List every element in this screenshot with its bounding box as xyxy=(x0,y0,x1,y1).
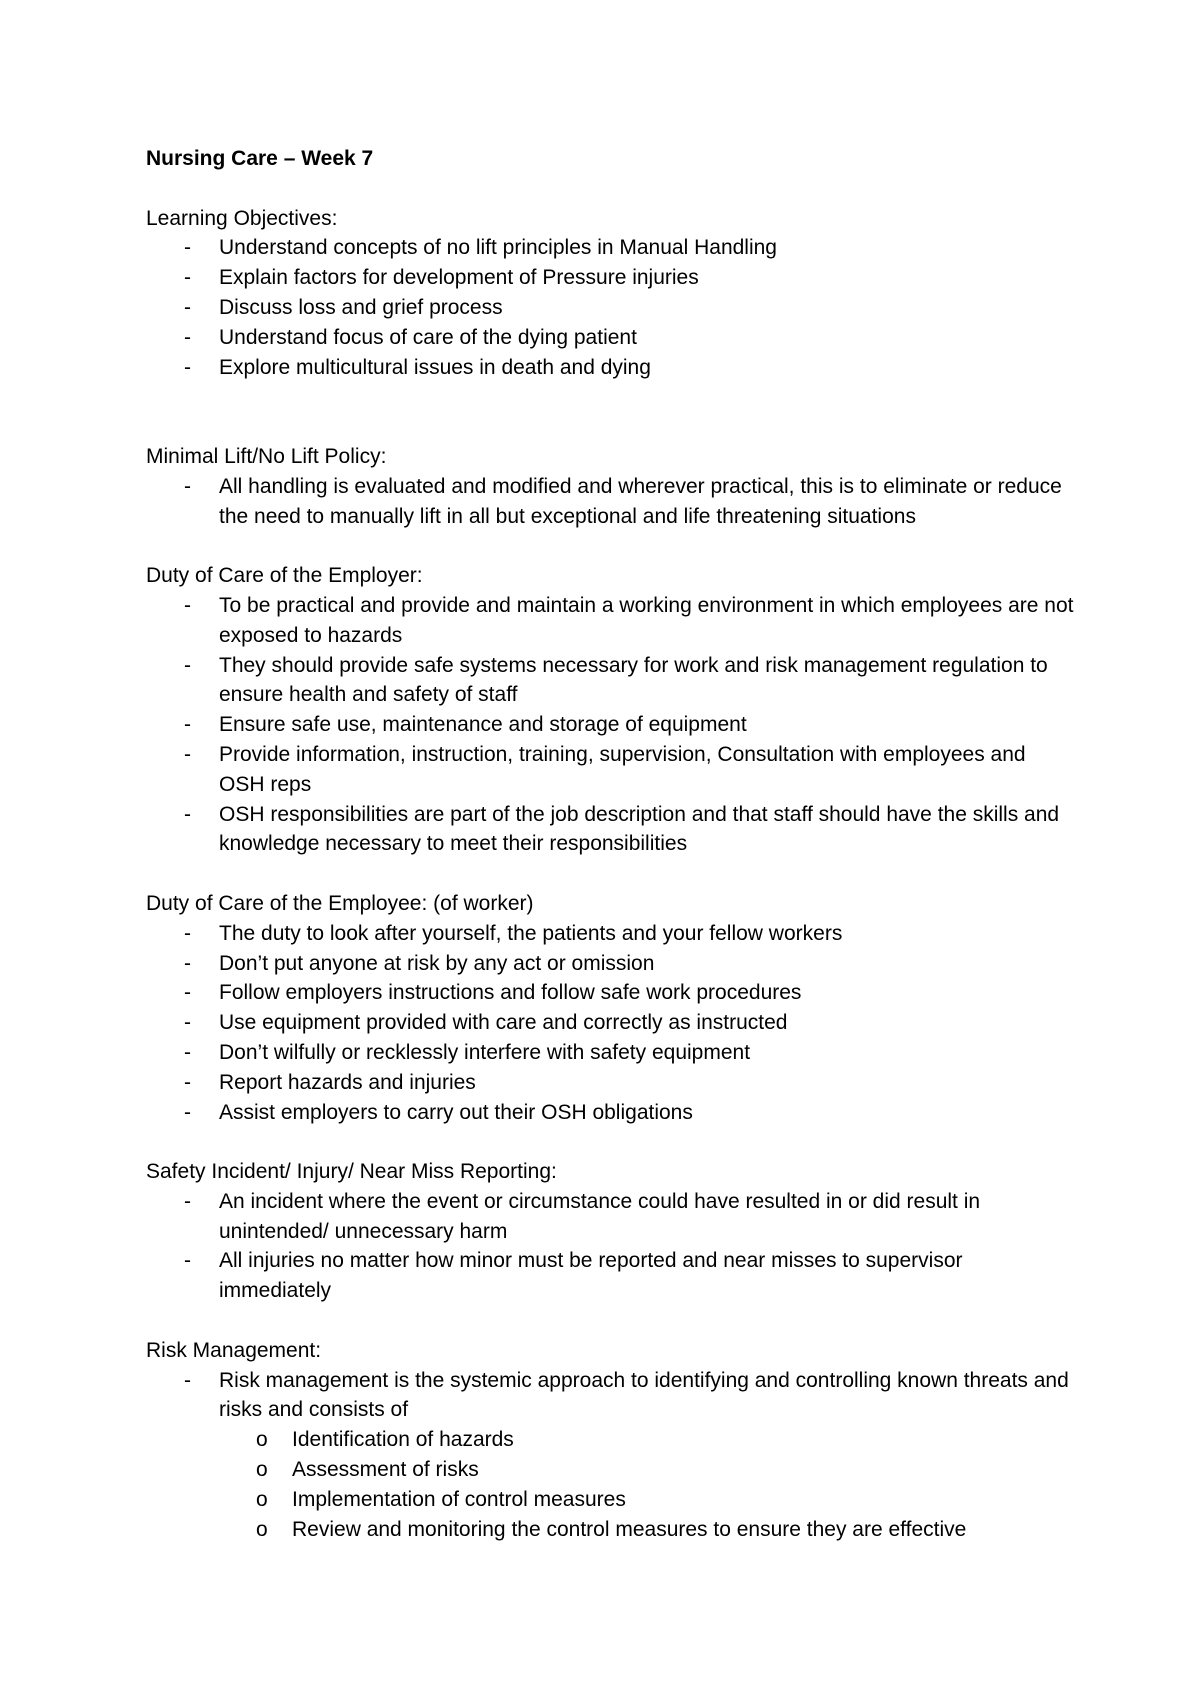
list-item: - Explain factors for development of Pressure injuries xyxy=(146,263,1076,293)
list-item: - They should provide safe systems necessary for work and risk management regulation to ensure health and safety of staff xyxy=(146,651,1076,711)
list-item xyxy=(146,1366,1076,1545)
spacer xyxy=(146,859,1076,889)
list-item: - OSH responsibilities are part of the job description and that staff should have the skills and knowledge necessary to meet their responsibilities xyxy=(146,800,1076,860)
list-item: - Don’t wilfully or recklessly interfere with safety equipment xyxy=(146,1038,1076,1068)
sub-list-item: o Assessment of risks xyxy=(219,1455,1076,1485)
document-page xyxy=(146,144,1076,1544)
incident-reporting-list xyxy=(146,1187,1076,1306)
section-heading-learning-objectives: Learning Objectives: xyxy=(146,206,338,230)
list-item: - Use equipment provided with care and correctly as instructed xyxy=(146,1008,1076,1038)
employee-duty-list xyxy=(146,919,1076,1128)
section-heading-employer-duty: Duty of Care of the Employer: xyxy=(146,564,423,588)
list-item: - Follow employers instructions and follow safe work procedures xyxy=(146,978,1076,1008)
employer-duty-list xyxy=(146,591,1076,859)
learning-objectives-list xyxy=(146,233,1076,382)
list-item: - The duty to look after yourself, the patients and your fellow workers xyxy=(146,919,1076,949)
list-item: - All handling is evaluated and modified and wherever practical, this is to eliminate or reduce the need to manually lift in all but exceptional and life threatening situations xyxy=(146,472,1076,532)
sub-list-item: o Review and monitoring the control measures to ensure they are effective xyxy=(219,1515,1076,1545)
risk-management-sublist xyxy=(219,1425,1076,1544)
list-item: - Don’t put anyone at risk by any act or omission xyxy=(146,949,1076,979)
section-heading-minimal-lift: Minimal Lift/No Lift Policy: xyxy=(146,444,387,468)
spacer xyxy=(146,1127,1076,1157)
spacer xyxy=(146,1306,1076,1336)
list-item: - Provide information, instruction, training, supervision, Consultation with employees and OSH reps xyxy=(146,740,1076,800)
list-item: - Explore multicultural issues in death and dying xyxy=(146,353,1076,383)
minimal-lift-list xyxy=(146,472,1076,532)
risk-management-list xyxy=(146,1366,1076,1545)
sub-list-item: o Implementation of control measures xyxy=(219,1485,1076,1515)
list-item: - Understand focus of care of the dying patient xyxy=(146,323,1076,353)
section-heading-risk-management: Risk Management: xyxy=(146,1338,322,1362)
list-item: - Ensure safe use, maintenance and storage of equipment xyxy=(146,710,1076,740)
list-item: - Report hazards and injuries xyxy=(146,1068,1076,1098)
document-title: Nursing Care – Week 7 xyxy=(146,147,374,170)
section-heading-employee-duty: Duty of Care of the Employee: (of worker) xyxy=(146,891,534,915)
spacer xyxy=(146,174,1076,204)
list-item: - To be practical and provide and maintain a working environment in which employees are not exposed to hazards xyxy=(146,591,1076,651)
list-item: - Discuss loss and grief process xyxy=(146,293,1076,323)
sub-list-item: o Identification of hazards xyxy=(219,1425,1076,1455)
list-item-text: Risk management is the systemic approach to identifying and controlling known threats and risks and consists of xyxy=(219,1368,1069,1422)
list-item: - All injuries no matter how minor must be reported and near misses to supervisor immediately xyxy=(146,1246,1076,1306)
list-item: - Assist employers to carry out their OSH obligations xyxy=(146,1098,1076,1128)
section-heading-incident-reporting: Safety Incident/ Injury/ Near Miss Reporting: xyxy=(146,1160,557,1184)
spacer xyxy=(146,531,1076,561)
spacer xyxy=(146,382,1076,442)
list-item: - Understand concepts of no lift principles in Manual Handling xyxy=(146,233,1076,263)
list-item: - An incident where the event or circumstance could have resulted in or did result in unintended/ unnecessary harm xyxy=(146,1187,1076,1247)
